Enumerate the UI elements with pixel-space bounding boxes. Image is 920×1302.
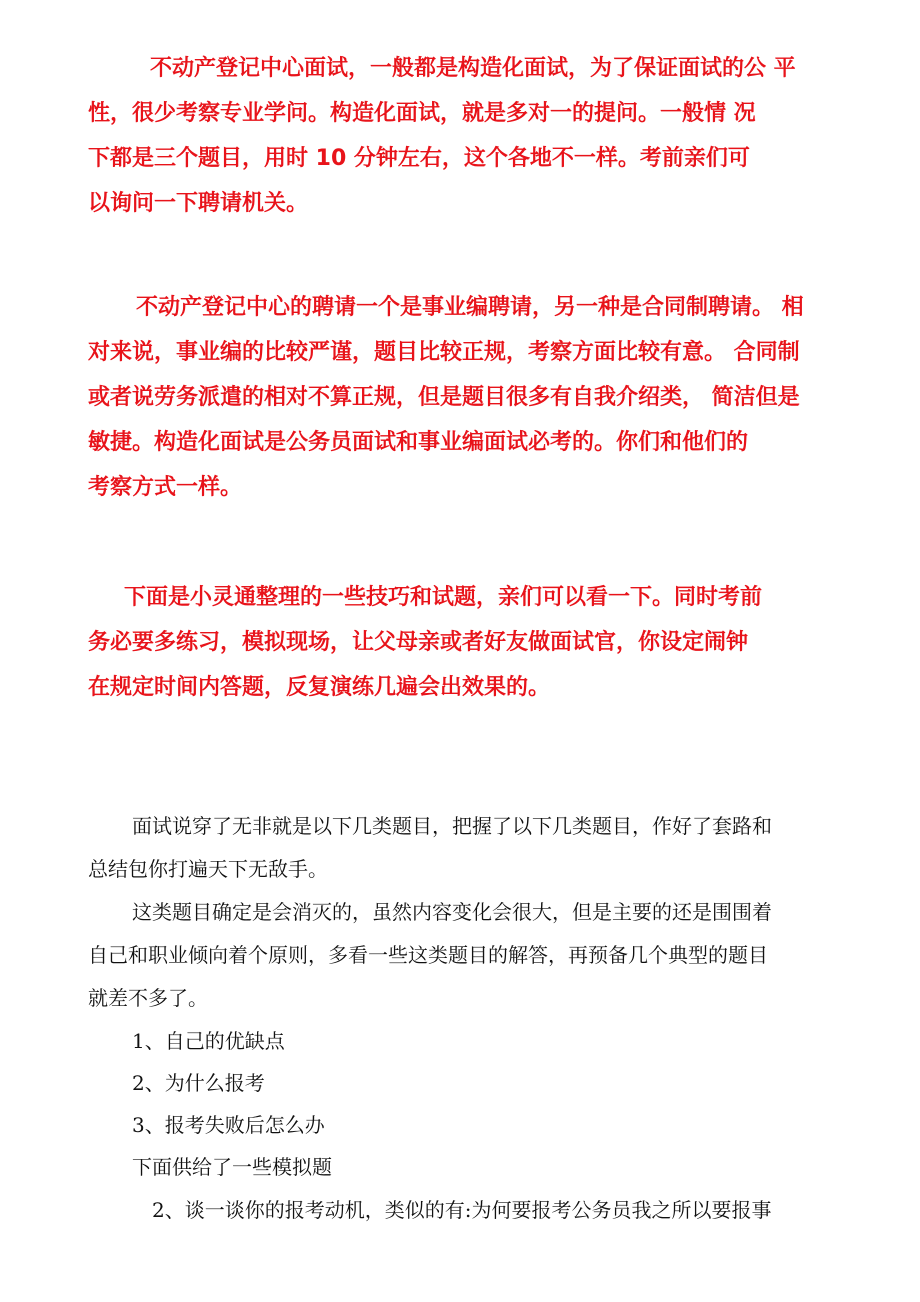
paragraph-line: 敏捷。构造化面试是公务员面试和事业编面试必考的。你们和他们的	[88, 430, 749, 455]
paragraph-line: 考察方式一样。	[88, 475, 243, 500]
mock-questions-heading: 下面供给了一些模拟题	[132, 1155, 332, 1179]
paragraph-line: 在规定时间内答题，反复演练几遍会出效果的。	[88, 675, 551, 700]
intro-paragraph-2	[88, 285, 848, 510]
paragraph-line: 不动产登记中心面试，一般都是构造化面试，为了保证面试的公 平	[150, 56, 796, 81]
paragraph-line: 面试说穿了无非就是以下几类题目，把握了以下几类题目，作好了套路和	[132, 814, 772, 838]
question-item: 2、谈一谈你的报考动机，类似的有:为何要报考公务员我之所以要报事	[152, 1198, 772, 1222]
paragraph-line: 就差不多了。	[88, 986, 208, 1010]
paragraph-line: 性，很少考察专业学问。构造化面试，就是多对一的提问。一般情 况	[88, 101, 756, 126]
paragraph-line: 或者说劳务派遣的相对不算正规，但是题目很多有自我介绍类， 简洁但是	[88, 385, 800, 410]
list-item: 1、自己的优缺点	[132, 1029, 285, 1053]
list-item: 2、为什么报考	[132, 1071, 265, 1095]
list-item: 3、报考失败后怎么办	[132, 1113, 325, 1137]
paragraph-line: 务必要多练习，模拟现场，让父母亲或者好友做面试官，你设定闹钟	[88, 630, 749, 655]
body-paragraph-2	[88, 891, 848, 1020]
paragraph-line: 总结包你打遍天下无敌手。	[88, 857, 328, 881]
paragraph-line: 不动产登记中心的聘请一个是事业编聘请，另一种是合同制聘请。 相	[136, 295, 804, 320]
paragraph-line: 这类题目确定是会消灭的，虽然内容变化会很大，但是主要的还是围围着	[132, 900, 772, 924]
paragraph-line: 自己和职业倾向着个原则，多看一些这类题目的解答，再预备几个典型的题目	[88, 943, 768, 967]
paragraph-line: 下都是三个题目，用时 10 分钟左右，这个各地不一样。考前亲们可	[88, 146, 750, 171]
paragraph-line: 对来说，事业编的比较严谨，题目比较正规，考察方面比较有意。 合同制	[88, 340, 800, 365]
paragraph-line: 下面是小灵通整理的一些技巧和试题，亲们可以看一下。同时考前	[124, 585, 763, 610]
intro-paragraph-3	[88, 575, 848, 710]
intro-paragraph-1	[88, 46, 848, 226]
paragraph-line: 以询问一下聘请机关。	[88, 191, 309, 216]
body-paragraph-1	[88, 805, 848, 891]
